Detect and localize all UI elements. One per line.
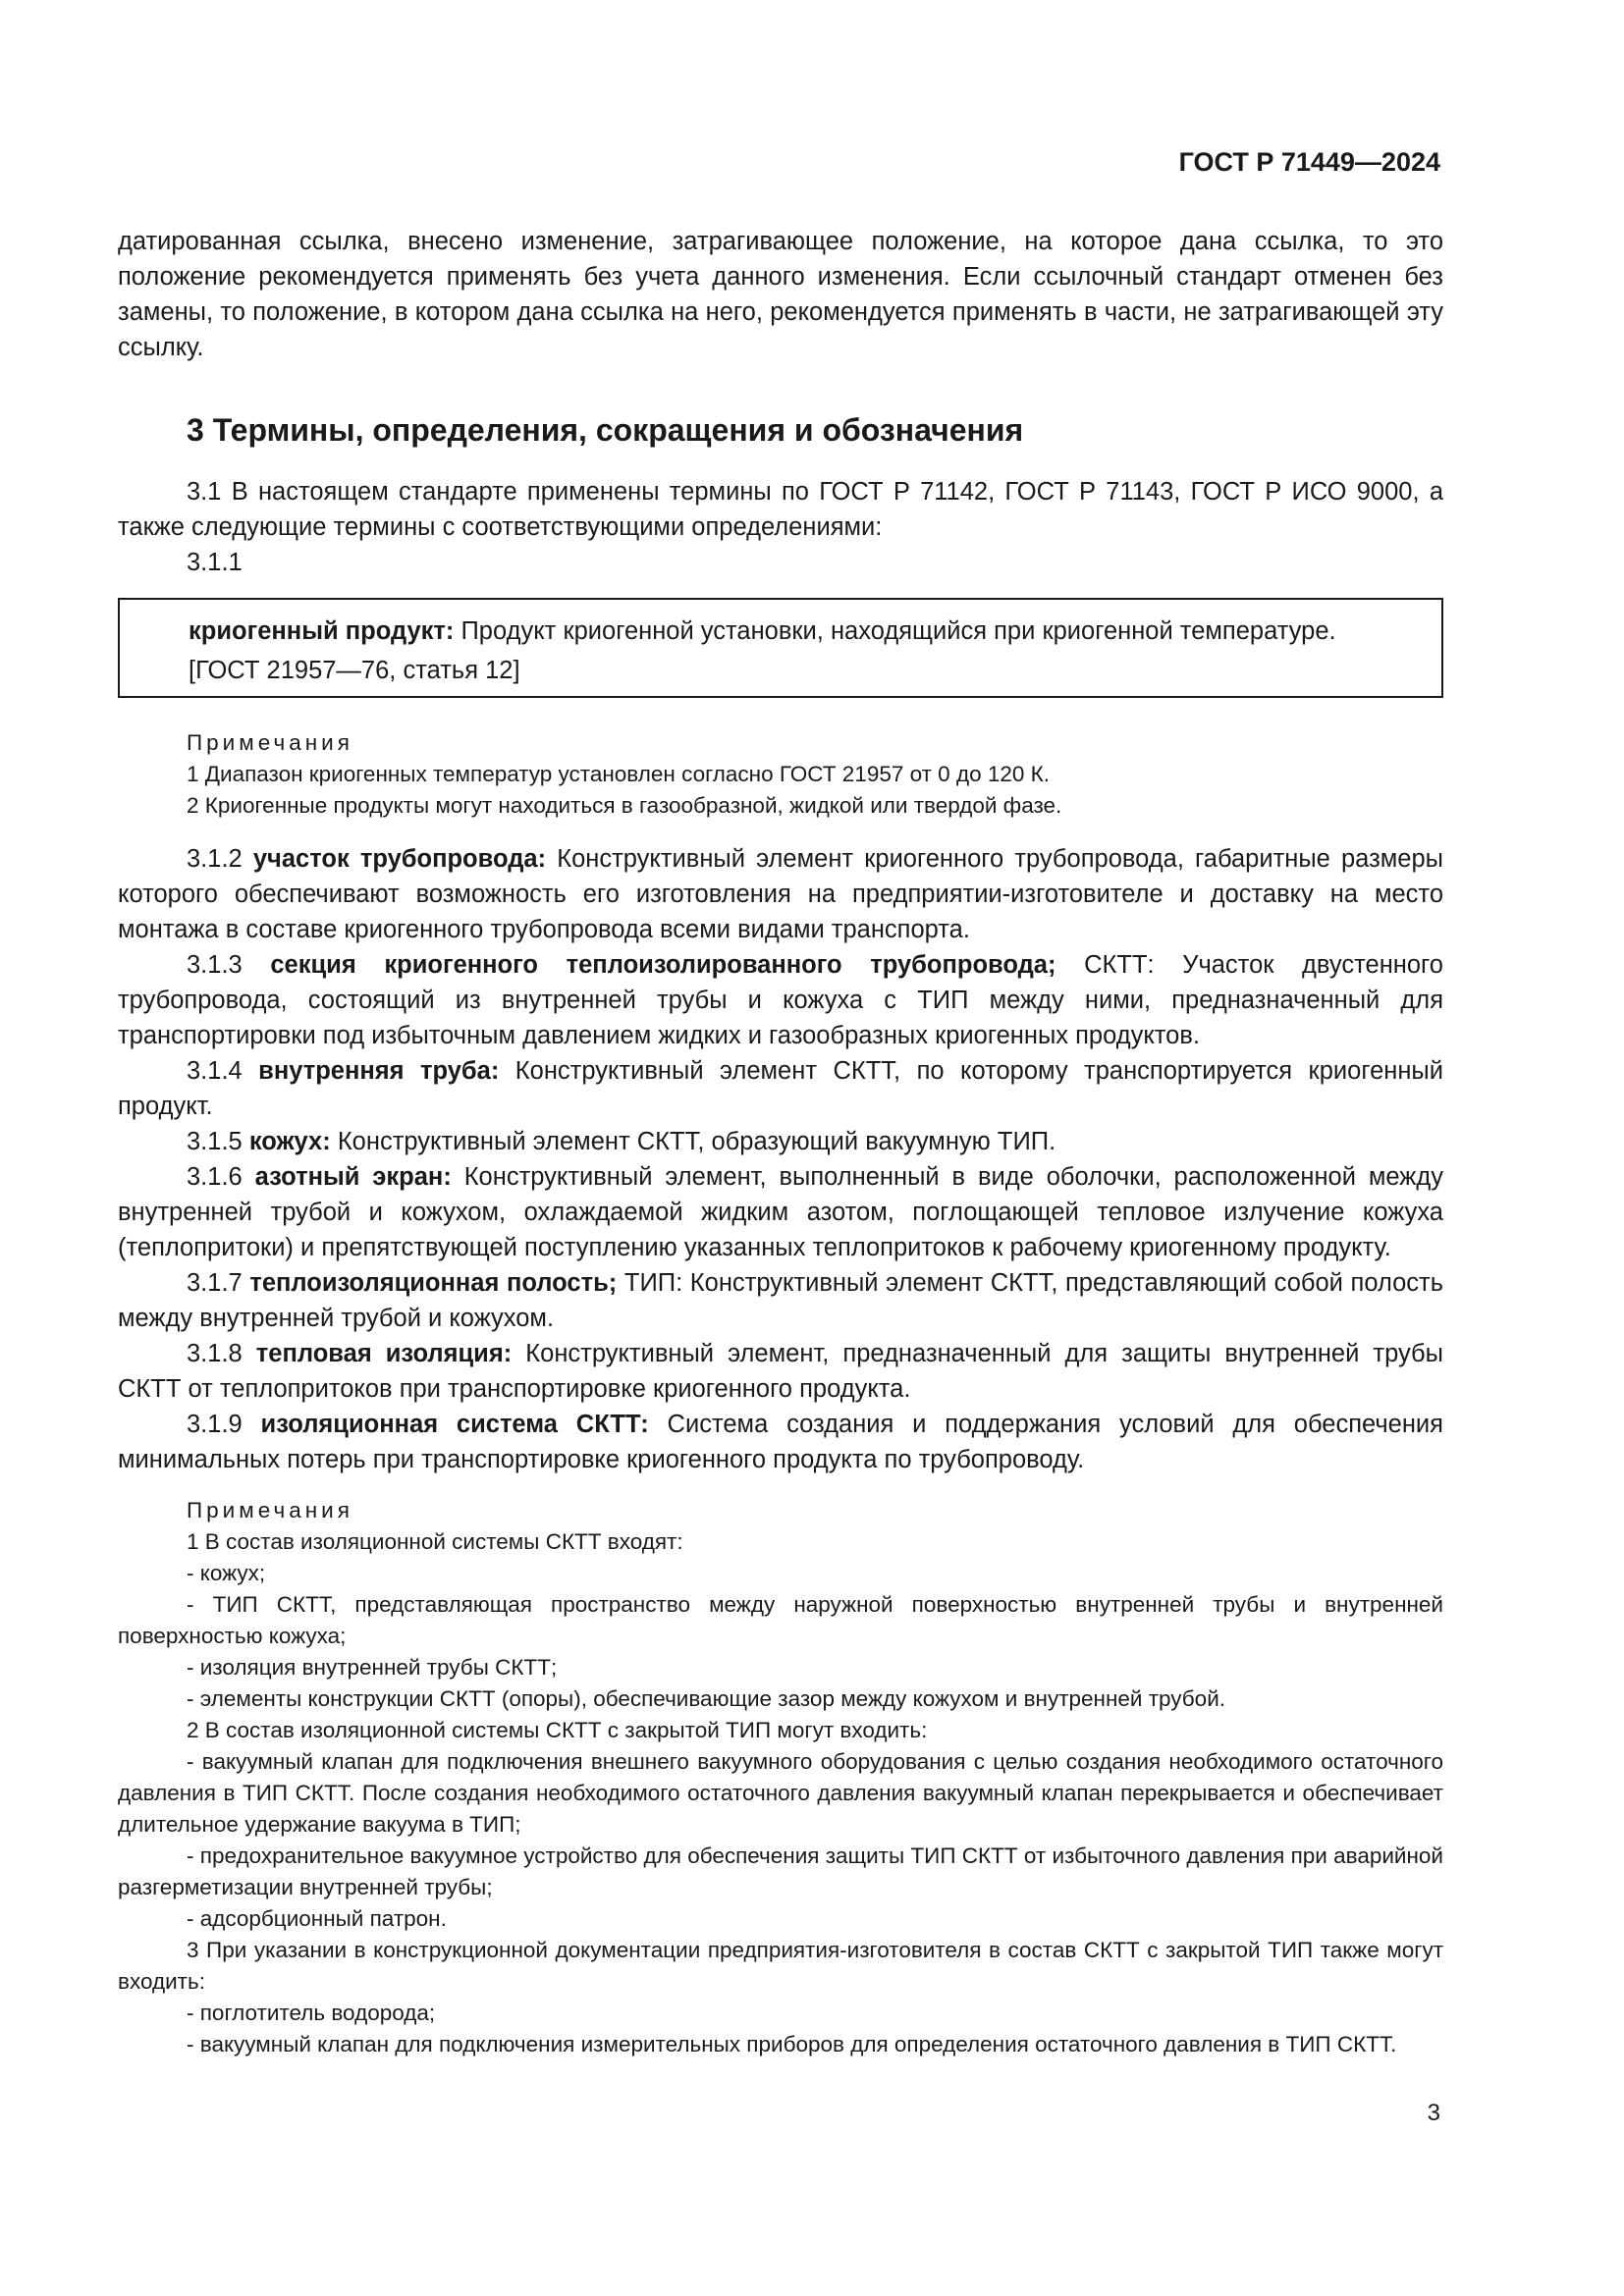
notes-block-2 bbox=[118, 1495, 1443, 2060]
section-title: 3 Термины, определения, сокращения и обозначения bbox=[187, 412, 1024, 448]
definition-term: участок трубопровода: bbox=[252, 845, 547, 873]
definition-number: 3.1.5 bbox=[187, 1128, 249, 1155]
note-item: 3 При указании в конструкционной документации предприятия-изготовителя в состав СКТТ с закрытой ТИП также могут входить: bbox=[118, 1938, 1443, 1994]
note-item: 1 В состав изоляционной системы СКТТ входят: bbox=[187, 1529, 683, 1554]
notes-block-1 bbox=[118, 727, 1443, 822]
note-item: - предохранительное вакуумное устройство для обеспечения защиты ТИП СКТТ от избыточного давления при аварийной разгерметизации внутренней трубы; bbox=[118, 1843, 1443, 1899]
definition-3-1-2 bbox=[118, 841, 1443, 947]
definition-term: секция криогенного теплоизолированного трубопровода; bbox=[270, 951, 1056, 979]
note-item: - элементы конструкции СКТТ (опоры), обеспечивающие зазор между кожухом и внутренней трубой. bbox=[187, 1686, 1226, 1711]
note-item: 2 Криогенные продукты могут находиться в газообразной, жидкой или твердой фазе. bbox=[187, 793, 1062, 818]
definition-reference: [ГОСТ 21957—76, статья 12] bbox=[189, 657, 520, 684]
note-item: 1 Диапазон криогенных температур установлен согласно ГОСТ 21957 от 0 до 120 К. bbox=[187, 762, 1050, 786]
definition-body: Конструктивный элемент криогенного трубопровода, габаритные размеры которого обеспечивают возможность его изготовления на предприятии-изготовителе и доставку на место монтажа в составе криогенного трубопровода всеми видами транспорта. bbox=[118, 845, 1443, 943]
definition-3-1-8 bbox=[118, 1336, 1443, 1407]
definition-text bbox=[189, 614, 1426, 649]
definition-3-1-7 bbox=[118, 1265, 1443, 1336]
definition-term: кожух: bbox=[248, 1128, 331, 1155]
note-item: - адсорбционный патрон. bbox=[187, 1906, 447, 1931]
definition-body: СКТТ: Участок двустенного трубопровода, состоящий из внутренней трубы и кожуха с ТИП между ними, предназначенный для транспортировки под избыточным давлением жидких и газообразных криогенных продуктов. bbox=[118, 951, 1443, 1049]
definition-3-1-6 bbox=[118, 1159, 1443, 1265]
page-content bbox=[118, 224, 1443, 2080]
definition-3-1-9 bbox=[118, 1407, 1443, 1477]
definition-number: 3.1.9 bbox=[187, 1411, 261, 1438]
document-code-header: ГОСТ Р 71449—2024 bbox=[1178, 147, 1440, 177]
definition-body: Конструктивный элемент, предназначенный для защиты внутренней трубы СКТТ от теплопритоков при транспортировке криогенного продукта. bbox=[118, 1340, 1443, 1403]
definition-body: Конструктивный элемент, выполненный в виде оболочки, расположенной между внутренней трубой и кожухом, охлаждаемой жидким азотом, поглощающей тепловое излучение кожуха (теплопритоки) и препятствующей поступлению указанных теплопритоков к рабочему криогенному продукту. bbox=[118, 1163, 1443, 1261]
definition-body: Конструктивный элемент СКТТ, образующий вакуумную ТИП. bbox=[330, 1128, 1056, 1155]
definition-3-1-4 bbox=[118, 1053, 1443, 1124]
note-item: - изоляция внутренней трубы СКТТ; bbox=[187, 1655, 558, 1680]
note-item: 2 В состав изоляционной системы СКТТ с закрытой ТИП могут входить: bbox=[187, 1718, 928, 1742]
note-item: - вакуумный клапан для подключения измерительных приборов для определения остаточного давления в ТИП СКТТ. bbox=[187, 2032, 1397, 2056]
note-item: - ТИП СКТТ, представляющая пространство между наружной поверхностью внутренней трубы и внутренней поверхностью кожуха; bbox=[118, 1592, 1443, 1648]
definition-term: тепловая изоляция: bbox=[255, 1340, 513, 1367]
definition-3-1-3 bbox=[118, 947, 1443, 1053]
definition-term: азотный экран: bbox=[254, 1163, 452, 1191]
note-item: - кожух; bbox=[187, 1561, 266, 1585]
page-number: 3 bbox=[1427, 2100, 1440, 2126]
definition-body: Продукт криогенной установки, находящийся при криогенной температуре. bbox=[454, 617, 1336, 645]
definition-number: 3.1.3 bbox=[187, 951, 271, 979]
paragraph-3-1: 3.1 В настоящем стандарте применены термины по ГОСТ Р 71142, ГОСТ Р 71143, ГОСТ Р ИСО 9000, а также следующие термины с соответствующими определениями: bbox=[118, 478, 1443, 541]
notes-title: Примечания bbox=[187, 1498, 353, 1522]
definition-body: Система создания и поддержания условий для обеспечения минимальных потерь при транспортировке криогенного продукта по трубопроводу. bbox=[118, 1411, 1443, 1473]
definition-body: Конструктивный элемент СКТТ, по которому транспортируется криогенный продукт. bbox=[118, 1057, 1443, 1120]
definition-3-1-5 bbox=[118, 1124, 1443, 1159]
definition-body: ТИП: Конструктивный элемент СКТТ, представляющий собой полость между внутренней трубой и кожухом. bbox=[118, 1269, 1444, 1332]
definition-box bbox=[118, 598, 1443, 698]
notes-title: Примечания bbox=[187, 730, 353, 755]
definition-term: теплоизоляционная полость; bbox=[249, 1269, 618, 1297]
definitions-list bbox=[118, 841, 1443, 1477]
clause-3-1-1: 3.1.1 bbox=[187, 549, 243, 576]
note-item: - вакуумный клапан для подключения внешнего вакуумного оборудования с целью создания необходимого остаточного давления в ТИП СКТТ. После создания необходимого остаточного давления вакуумный клапан перекрывается и обеспечивает длительное удержание вакуума в ТИП; bbox=[118, 1749, 1443, 1837]
definition-number: 3.1.7 bbox=[187, 1269, 250, 1297]
definition-term: внутренняя труба: bbox=[258, 1057, 500, 1085]
definition-number: 3.1.4 bbox=[187, 1057, 259, 1085]
definition-number: 3.1.8 bbox=[187, 1340, 256, 1367]
note-item: - поглотитель водорода; bbox=[187, 2001, 436, 2025]
definition-term: криогенный продукт: bbox=[189, 617, 455, 645]
definition-number: 3.1.6 bbox=[187, 1163, 255, 1191]
definition-term: изоляционная система СКТТ: bbox=[260, 1411, 649, 1438]
intro-paragraph: датированная ссылка, внесено изменение, затрагивающее положение, на которое дана ссылка, то это положение рекомендуется применять без учета данного изменения. Если ссылочный стандарт отменен без замены, то положение, в котором дана ссылка на него, рекомендуется применять в части, не затрагивающей эту ссылку. bbox=[118, 228, 1443, 361]
definition-number: 3.1.2 bbox=[187, 845, 253, 873]
